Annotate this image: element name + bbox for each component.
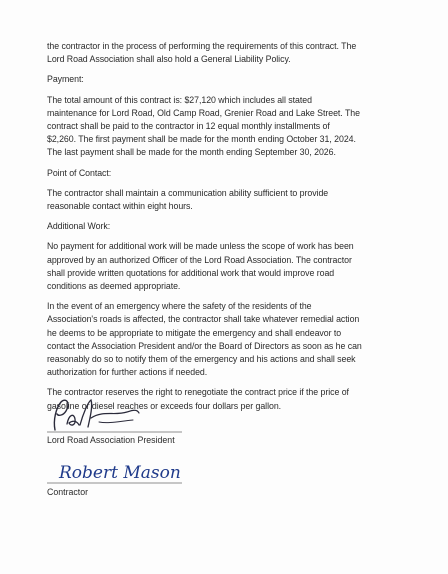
text-line: conditions as deemed appropriate. (47, 281, 181, 292)
text-line: reasonable contact within eight hours. (47, 201, 193, 212)
paragraph (47, 220, 417, 233)
paragraph (47, 73, 417, 86)
president-label: Lord Road Association President (47, 435, 175, 445)
paragraph (47, 240, 417, 293)
text-line: The contractor shall maintain a communication ability sufficient to provide (47, 187, 329, 198)
paragraph (47, 187, 417, 213)
text-line: authorization for further actions if needed. (47, 367, 208, 378)
text-line: Additional Work: (47, 221, 111, 232)
text-line: The last payment shall be made for the month ending September 30, 2026. (47, 147, 336, 158)
text-line: maintenance for Lord Road, Old Camp Road, Grenier Road and Lake Street. The (47, 107, 360, 118)
paragraph (47, 40, 417, 66)
text-line: shall provide written quotations for additional work that would improve road (47, 267, 335, 278)
text-line: the contractor in the process of performing the requirements of this contract. The (47, 41, 357, 51)
text-line: Lord Road Association shall also hold a General Liability Policy. (47, 54, 291, 65)
president-signature-block (47, 394, 247, 446)
text-line: approved by an authorized Officer of the Lord Road Association. The contractor (47, 254, 352, 265)
text-line: contact the Association President and/or the Board of Directors as soon as he can (47, 340, 362, 351)
contractor-label: Contractor (47, 487, 89, 497)
document-body (47, 40, 417, 420)
paragraph (47, 300, 417, 379)
paragraph (47, 167, 417, 180)
text-line: reasonably do so to notify them of the emergency and his actions and shall seek (47, 354, 356, 365)
text-line: Association's roads is affected, the contractor shall take whatever remedial action (47, 314, 360, 325)
text-line: contract shall be paid to the contractor in 12 equal monthly installments of (47, 121, 330, 132)
text-line: he deems to be appropriate to mitigate the emergency and shall endeavor to (47, 327, 342, 338)
text-line: No payment for additional work will be made unless the scope of work has been (47, 241, 354, 252)
text-line: The contractor reserves the right to renegotiate the contract price if the price of (47, 387, 349, 398)
contractor-signature-text: Robert Mason (59, 463, 181, 483)
text-line: The total amount of this contract is: $27,120 which includes all stated (47, 94, 312, 105)
paragraph (47, 94, 417, 160)
text-line: gasoline or diesel reaches or exceeds four dollars per gallon. (47, 400, 282, 411)
text-line: In the event of an emergency where the safety of the residents of the (47, 301, 312, 312)
president-signature-image (47, 394, 187, 434)
text-line: $2,260. The first payment shall be made for the month ending October 31, 2024. (47, 134, 356, 145)
text-line: Payment: (47, 74, 84, 85)
text-line: Point of Contact: (47, 167, 112, 178)
contractor-signature-image (47, 450, 207, 486)
contractor-signature-block (47, 450, 247, 498)
